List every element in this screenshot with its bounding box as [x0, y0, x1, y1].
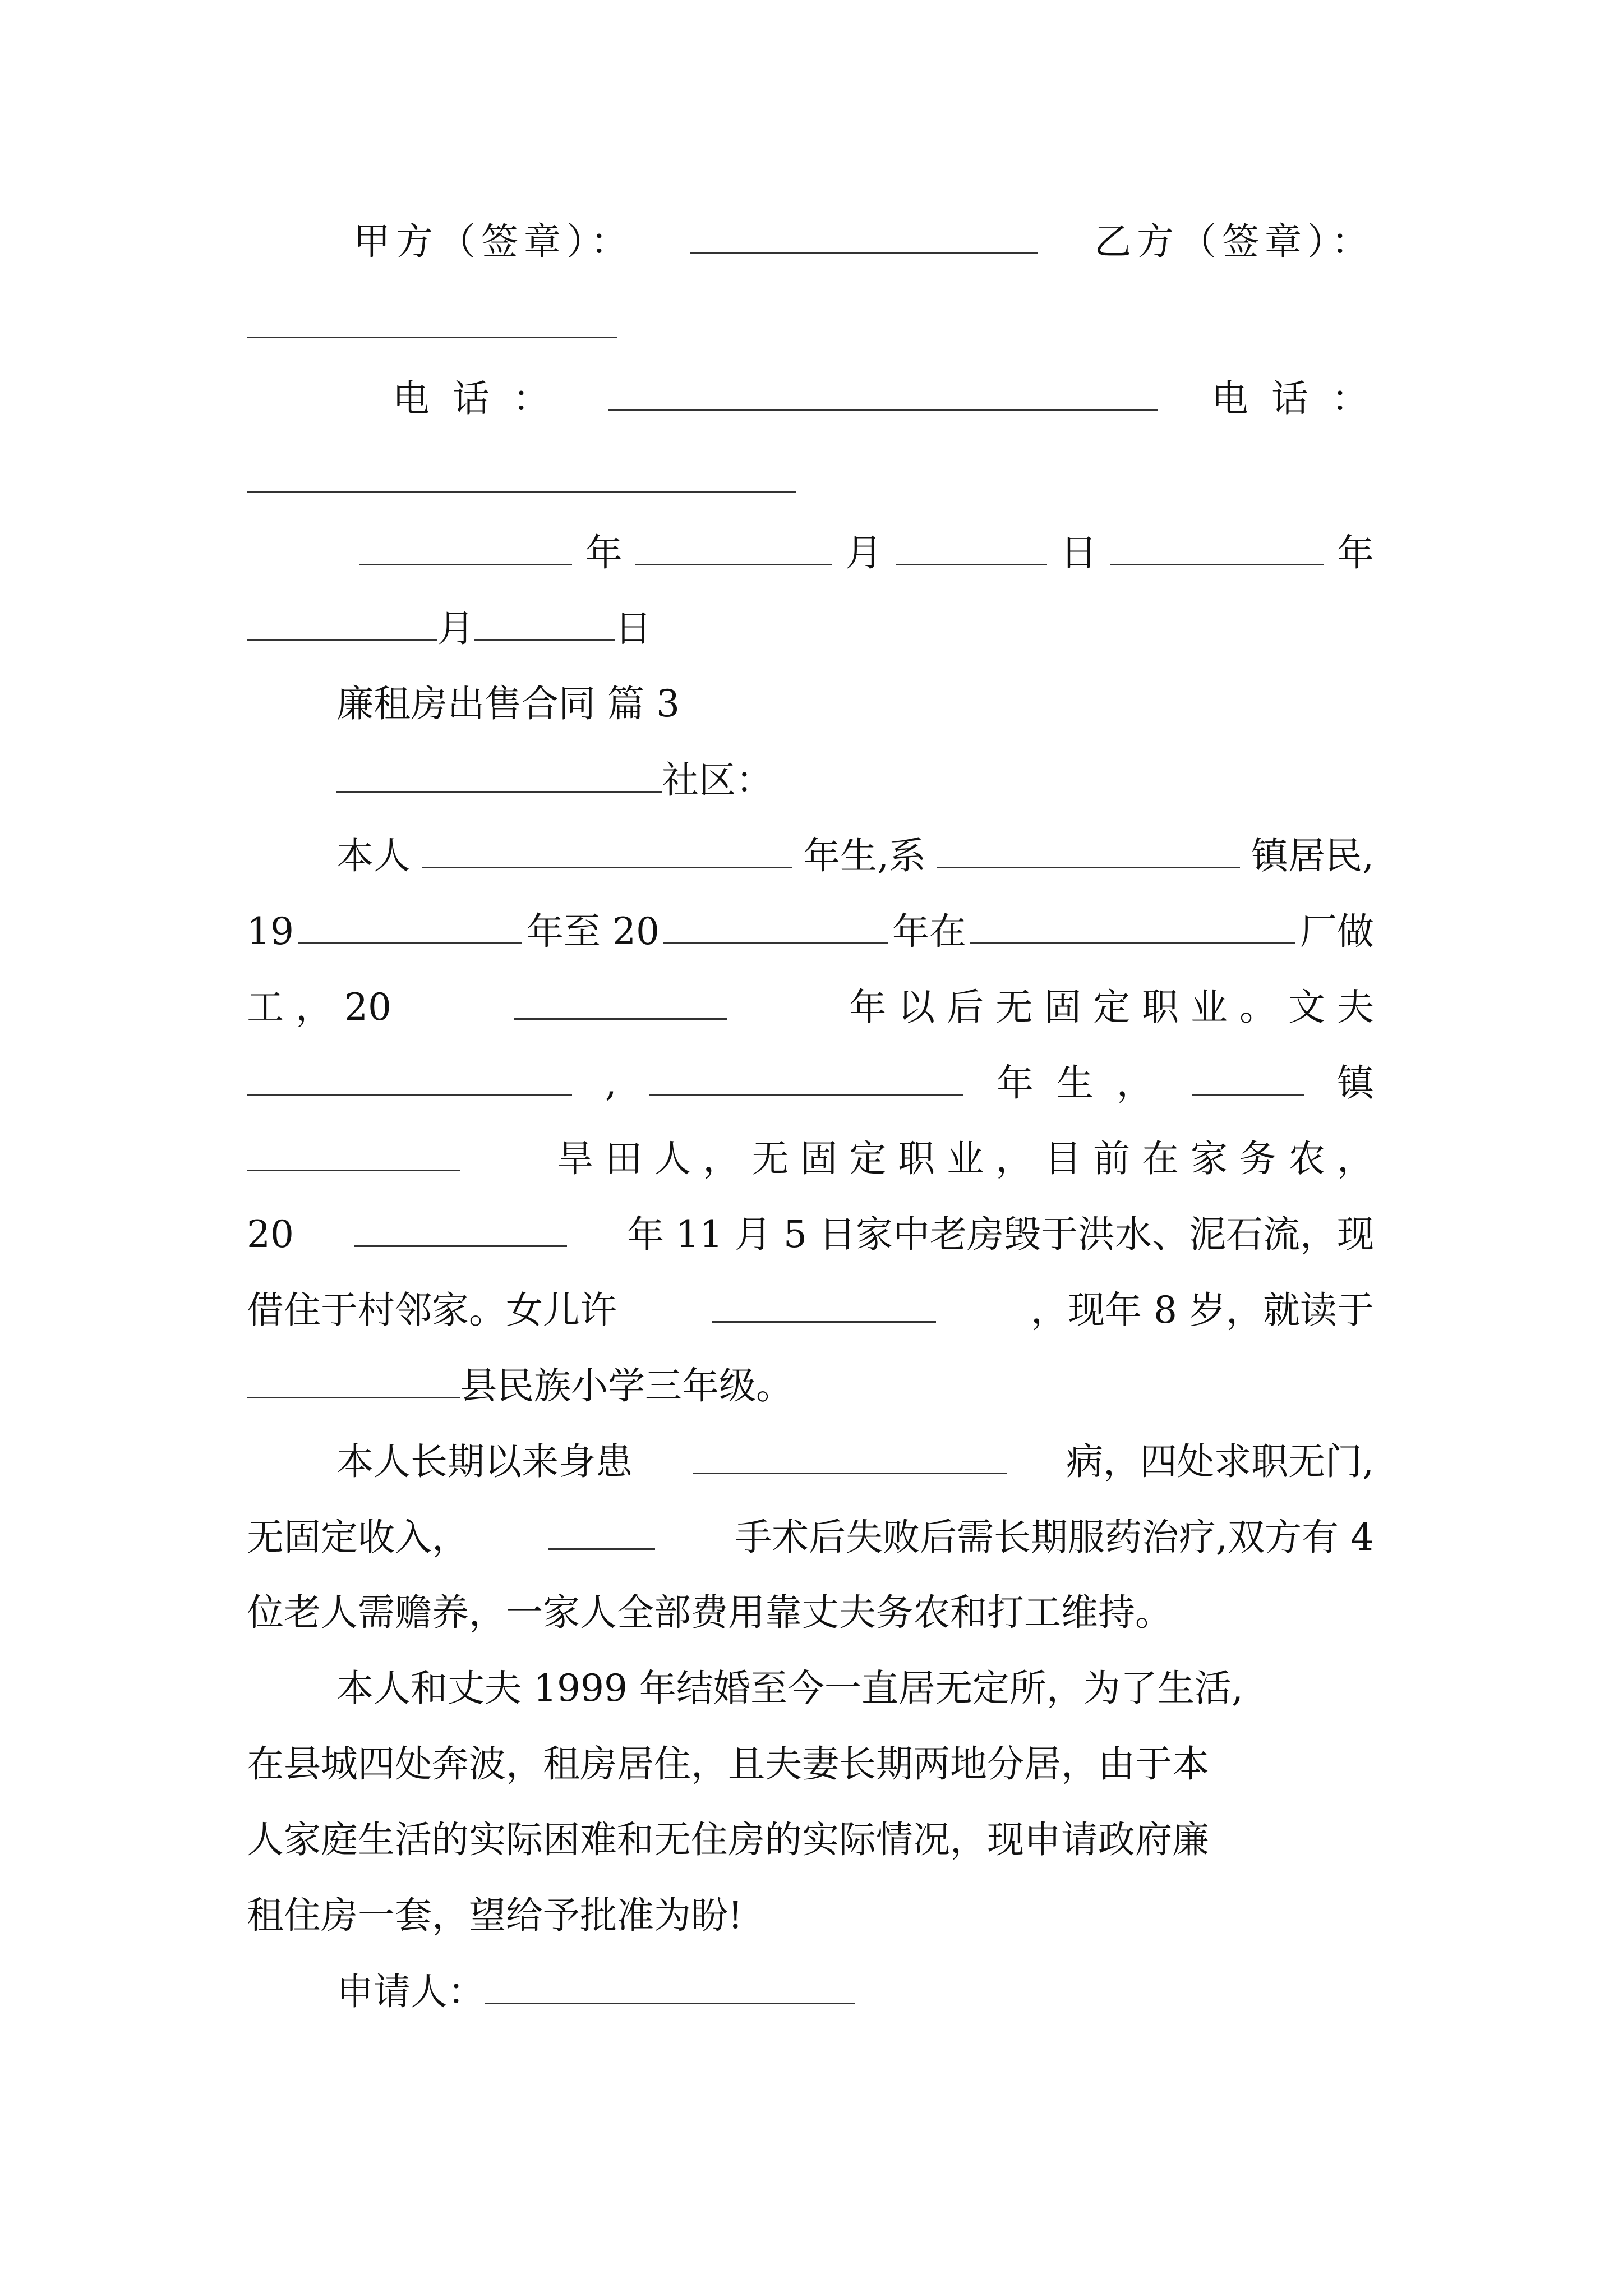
p2-line-2	[247, 1509, 1374, 1565]
p1-l2-b: 年至 20	[526, 910, 660, 953]
signature-line-phones	[393, 370, 1374, 426]
phone-b-label: 电 话 ：	[1211, 377, 1374, 420]
p1-l5-a: 旱 田 人 ， 无 固 定 职 业 ， 目 前 在 家 务 农 ，	[556, 1137, 1374, 1180]
unemployed-year-blank	[514, 979, 727, 1020]
birth-year-blank	[422, 827, 792, 868]
husband-village-blank	[247, 1130, 460, 1171]
p3-line-4: 租住房一套，望给予批准为盼!	[247, 1894, 743, 1937]
p1-line-2	[247, 903, 1374, 959]
p1-l7-b: ，现年 8 岁，就读于	[1031, 1289, 1374, 1332]
p2-line-1	[336, 1433, 1374, 1489]
husband-town-blank	[1192, 1055, 1304, 1096]
applicant-signature-blank	[485, 1963, 855, 2004]
party-a-signature-blank	[690, 213, 1038, 254]
husband-birth-year-blank	[649, 1055, 963, 1096]
date-a-year-label: 年	[585, 531, 623, 574]
phone-a-label: 电 话 ：	[393, 377, 555, 420]
p1-l2-d: 厂做	[1299, 910, 1374, 953]
p1-l4-a: ,	[605, 1061, 617, 1105]
town-blank	[937, 827, 1240, 868]
factory-blank	[970, 903, 1295, 944]
date-a-day-label: 日	[1060, 531, 1098, 574]
p1-l8-a: 县民族小学三年级。	[460, 1364, 793, 1407]
work-end-year-blank	[663, 903, 888, 944]
p2-l2-b: 手术后失败后需长期服药治疗,双方有 4	[735, 1516, 1374, 1559]
p1-l1-b: 年生,系	[803, 834, 926, 877]
phone-a-blank	[608, 370, 1158, 411]
p1-line-4	[247, 1055, 1374, 1111]
addressee-line	[336, 752, 773, 808]
party-b-label: 乙方（签章）：	[1094, 220, 1374, 263]
party-b-signature-blank	[247, 337, 617, 338]
date-a-year-blank	[359, 524, 572, 565]
surgery-blank	[548, 1509, 655, 1550]
p1-l2-a: 19	[247, 910, 294, 953]
p1-line-1	[336, 827, 1374, 884]
p1-line-5	[247, 1130, 1374, 1186]
p3-line-3: 人家庭生活的实际困难和无住房的实际情况，现申请政府廉	[247, 1818, 1209, 1861]
signature-line-parties	[353, 213, 1374, 269]
phone-b-blank	[247, 491, 796, 493]
applicant-label: 申请人：	[336, 1970, 485, 2013]
p1-l1-c: 镇居民,	[1251, 834, 1374, 877]
p2-line-3: 位老人需赡养，一家人全部费用靠丈夫务农和打工维持。	[247, 1591, 1172, 1634]
date-a-month-label: 月	[845, 531, 883, 574]
p1-line-8	[247, 1358, 793, 1414]
illness-blank	[693, 1433, 1007, 1474]
daughter-name-blank	[712, 1282, 936, 1323]
p1-l4-c: 镇	[1337, 1061, 1374, 1105]
p1-l3-b: 年 以 后 无 固 定 职 业 。 文 夫	[849, 986, 1374, 1029]
date-b-year-label: 年	[1336, 531, 1374, 574]
p3-line-1: 本人和丈夫 1999 年结婚至今一直居无定所，为了生活,	[336, 1667, 1243, 1710]
p1-l2-c: 年在	[892, 910, 966, 953]
date-b-year-blank	[1110, 524, 1324, 565]
p2-l2-a: 无固定收入，	[247, 1516, 469, 1559]
p1-l4-b: 年 生 ，	[996, 1061, 1159, 1105]
husband-name-blank	[247, 1055, 572, 1096]
party-a-label: 甲方（签章）：	[353, 220, 633, 263]
p1-l7-a: 借住于村邻家。女儿许	[247, 1289, 617, 1332]
p1-line-3	[247, 979, 1374, 1035]
work-start-year-blank	[298, 903, 522, 944]
p1-l6-a: 20	[247, 1213, 294, 1256]
p1-line-6	[247, 1206, 1374, 1262]
addressee-suffix: 社区：	[662, 758, 773, 802]
date-b-month-label: 月	[437, 607, 474, 650]
p2-l1-a: 本人长期以来身患	[336, 1440, 633, 1483]
signature-line-dates	[359, 524, 1374, 581]
date-a-day-blank	[896, 524, 1047, 565]
p3-line-2: 在县城四处奔波，租房居住，且夫妻长期两地分居，由于本	[247, 1742, 1209, 1786]
applicant-line	[336, 1963, 855, 2019]
p1-line-7	[247, 1282, 1374, 1338]
date-b-month-blank	[247, 600, 437, 641]
date-b-day-blank	[474, 600, 615, 641]
p2-l1-b: 病，四处求职无门,	[1066, 1440, 1374, 1483]
signature-line-dates-cont	[247, 600, 652, 656]
county-blank	[247, 1358, 460, 1398]
community-blank	[336, 752, 662, 793]
disaster-year-blank	[354, 1206, 567, 1247]
date-b-day-label: 日	[615, 607, 652, 650]
p1-l1-a: 本人	[336, 834, 411, 877]
p1-l6-b: 年 11 月 5 日家中老房毁于洪水、泥石流，现	[627, 1213, 1374, 1256]
p1-l3-a: 工 ， 20	[247, 986, 391, 1029]
section-title: 廉租房出售合同 篇 3	[336, 682, 680, 725]
date-a-month-blank	[635, 524, 832, 565]
